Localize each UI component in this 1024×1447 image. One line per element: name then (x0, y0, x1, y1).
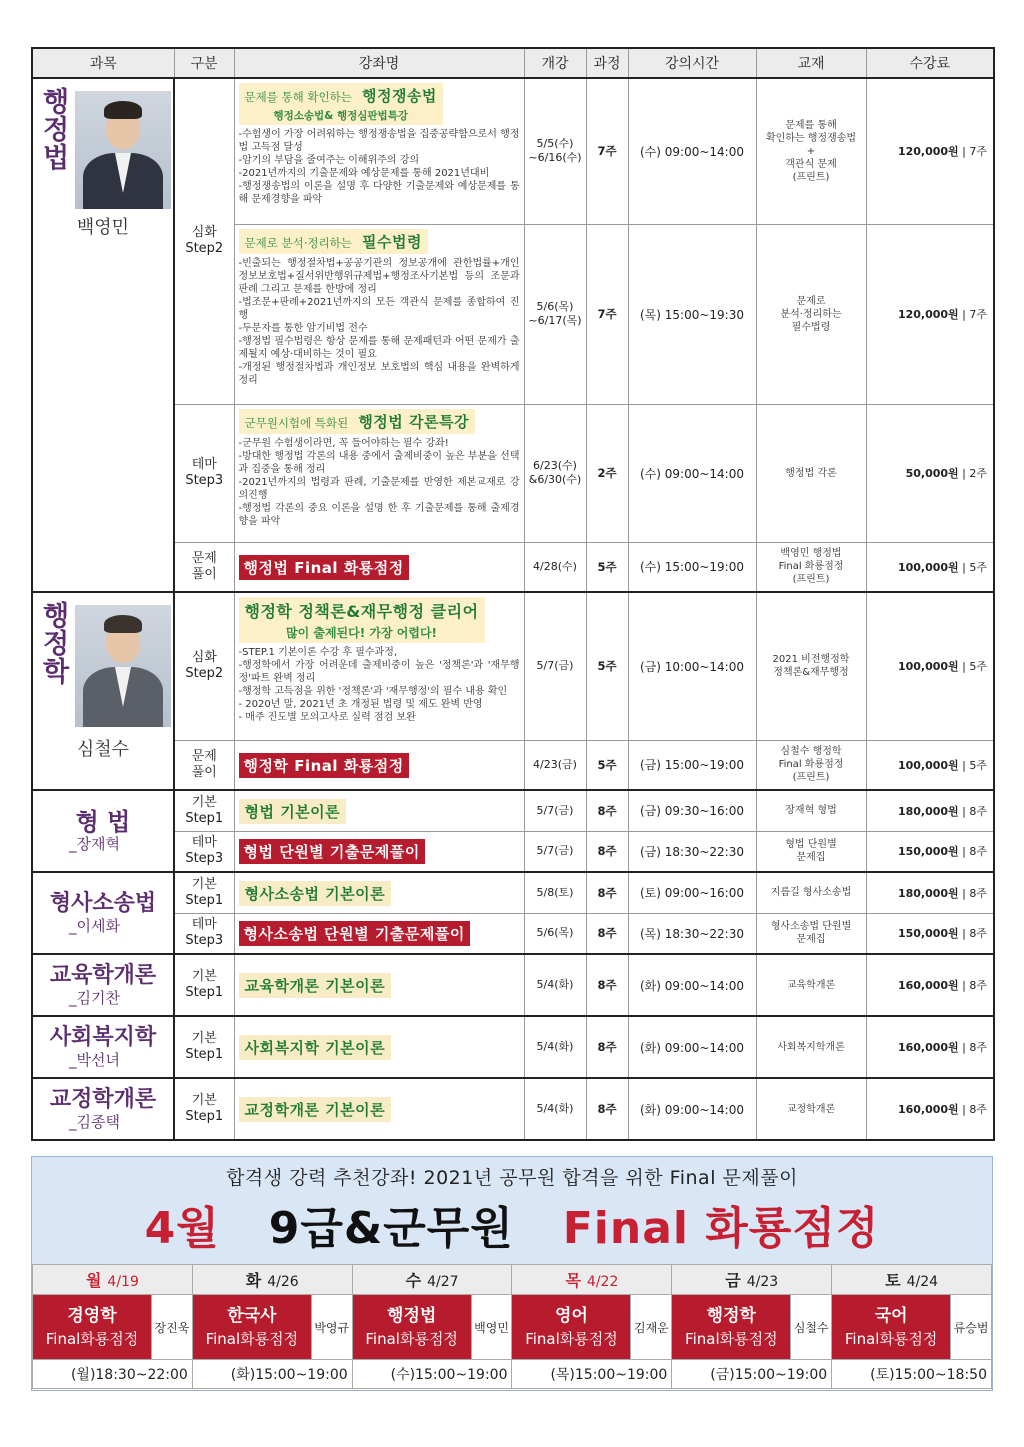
course-title-red: 형사소송법 단원별 기출문제풀이 (239, 921, 470, 946)
course-description: -수험생이 가장 어려워하는 행정쟁송법을 집중공략함으로서 행정법 고득점 달성 -암기의 부담을 줄여주는 이해위주의 강의 -2021년까지의 기출문제와 예상문제를 통해 2021년대비 -행정쟁송법의 이론을 설명 후 다양한 기출문제와 예상문제를 통해 문제경향을 파악 (238, 129, 520, 205)
lecture-time: (화) 09:00~14:00 (628, 1016, 756, 1078)
textbook: 문제를 통해 확인하는 행정쟁송법 + 객관식 문제 (프린트) (756, 78, 866, 224)
textbook: 행정법 각론 (756, 404, 866, 542)
lecture-time: (금) 15:00~19:00 (628, 740, 756, 790)
header-course-name: 강좌명 (234, 48, 524, 78)
textbook: 2021 비전행정학 정책론&재무행정 (756, 592, 866, 740)
final-lecture[interactable]: 국어 Final화룡점정 류승범 (832, 1295, 992, 1360)
final-lecture-time: (금)15:00~19:00 (672, 1360, 832, 1389)
course-title-green: 사회복지학 기본이론 (239, 1035, 392, 1060)
course-cell[interactable] (234, 78, 524, 224)
weeks: 8주 (586, 913, 628, 954)
weeks: 8주 (586, 1078, 628, 1140)
course-cell[interactable] (234, 913, 524, 954)
teacher-name: _장재혁 (69, 835, 120, 853)
weeks: 7주 (586, 224, 628, 404)
course-title-red: 행정학 Final 화룡점정 (239, 753, 409, 778)
weeks: 5주 (586, 740, 628, 790)
final-schedule (32, 1264, 992, 1389)
start-date: 5/7(금) (524, 831, 586, 872)
fee: 160,000원 | 8주 (866, 954, 994, 1016)
final-lecture[interactable]: 행정학 Final화룡점정 심철수 (672, 1295, 832, 1360)
textbook: 심철수 행정학 Final 화룡점정 (프린트) (756, 740, 866, 790)
category-cell: 기본 Step1 (174, 872, 234, 913)
table-row (32, 78, 994, 224)
fee: 120,000원 | 7주 (866, 78, 994, 224)
textbook: 백영민 행정법 Final 화룡점정 (프린트) (756, 542, 866, 592)
table-row (32, 404, 994, 542)
lecture-time: (수) 09:00~14:00 (628, 404, 756, 542)
table-row (32, 954, 994, 1016)
teacher-photo (75, 91, 171, 209)
day-header: 토 4/24 (832, 1265, 992, 1295)
course-cell[interactable] (234, 790, 524, 831)
fee: 160,000원 | 8주 (866, 1078, 994, 1140)
fee: 180,000원 | 8주 (866, 872, 994, 913)
course-title-red: 행정법 Final 화룡점정 (239, 555, 409, 580)
day-header-row (33, 1265, 992, 1295)
teacher-name: 백영민 (76, 217, 130, 238)
category-cell: 심화 Step2 (174, 78, 234, 404)
fee: 50,000원 | 2주 (866, 404, 994, 542)
category-cell: 기본 Step1 (174, 1078, 234, 1140)
final-lecture[interactable]: 경영학 Final화룡점정 장진욱 (33, 1295, 193, 1360)
lecture-time: (금) 09:30~16:00 (628, 790, 756, 831)
start-date: 5/7(금) (524, 790, 586, 831)
teacher-name: 심철수 (76, 739, 130, 760)
textbook: 지름길 형사소송법 (756, 872, 866, 913)
category-cell: 기본 Step1 (174, 1016, 234, 1078)
final-lecture-time: (토)15:00~18:50 (832, 1360, 992, 1389)
table-row (32, 1016, 994, 1078)
fee: 100,000원 | 5주 (866, 592, 994, 740)
weeks: 5주 (586, 592, 628, 740)
category-cell: 문제 풀이 (174, 542, 234, 592)
fee: 160,000원 | 8주 (866, 1016, 994, 1078)
start-date: 5/6(목) ~6/17(목) (524, 224, 586, 404)
day-header: 수 4/27 (352, 1265, 512, 1295)
table-row (32, 592, 994, 740)
subject-cell-admin-law (32, 78, 174, 592)
teacher-name: 박영규 (311, 1295, 352, 1359)
header-textbook: 교재 (756, 48, 866, 78)
fee: 150,000원 | 8주 (866, 913, 994, 954)
table-row (32, 831, 994, 872)
weeks: 8주 (586, 872, 628, 913)
day-header: 월 4/19 (33, 1265, 193, 1295)
subject-cell-social-welfare (32, 1016, 174, 1078)
textbook: 교육학개론 (756, 954, 866, 1016)
weeks: 8주 (586, 831, 628, 872)
teacher-name: 류승범 (950, 1295, 991, 1359)
banner-title: 4월 9급&군무원 Final 화룡점정 (144, 1203, 880, 1254)
course-description: -STEP.1 기본이론 수강 후 필수과정, -행정학에서 가장 어려운데 출제비중이 높은 '정책론'과 '재무행정'파트 완벽 정리 -행정학 고득점을 위한 '정책론'과 '재무행정'의 필수 내용 확인 - 2020년 말, 2021년 초 개정된 법령 및 제도 완벽 반영 - 매주 진도별 모의고사로 실력 점검 보완 (238, 647, 520, 723)
table-row (32, 1078, 994, 1140)
subject-title: 행 정 법 (42, 87, 70, 174)
subject-cell-corrections (32, 1078, 174, 1140)
header-subject: 과목 (32, 48, 174, 78)
course-title-highlight: 행정학 정책론&재무행정 클리어 많이 출제된다! 가장 어렵다! (239, 597, 485, 643)
subject-title: 사회복지학 (49, 1025, 157, 1050)
lecture-time: (수) 15:00~19:00 (628, 542, 756, 592)
lecture-time: (금) 18:30~22:30 (628, 831, 756, 872)
start-date: 5/4(화) (524, 1078, 586, 1140)
weeks: 5주 (586, 542, 628, 592)
banner-subtitle: 합격생 강력 추천강좌! 2021년 공무원 합격을 위한 Final 문제풀이 (226, 1167, 798, 1189)
lecture-time: (화) 09:00~14:00 (628, 954, 756, 1016)
day-header: 금 4/23 (672, 1265, 832, 1295)
course-title-highlight: 문제로 분석·정리하는 필수법령 (239, 229, 428, 254)
course-title-green: 형사소송법 기본이론 (239, 881, 392, 906)
category-cell: 테마 Step3 (174, 913, 234, 954)
course-cell[interactable] (234, 872, 524, 913)
course-title-green: 형법 기본이론 (239, 799, 347, 824)
table-row (32, 740, 994, 790)
weeks: 8주 (586, 1016, 628, 1078)
teacher-name: 장진욱 (151, 1295, 192, 1359)
lecture-time: (금) 10:00~14:00 (628, 592, 756, 740)
teacher-name: _김기찬 (69, 989, 120, 1007)
subject-title: 형사소송법 (49, 891, 157, 916)
fee: 120,000원 | 7주 (866, 224, 994, 404)
subject-cell-criminal-procedure (32, 872, 174, 954)
course-description: -빈출되는 행정절차법+공공기관의 정보공개에 관한법률+개인정보보호법+질서위반행위규제법+행정조사기본법 등의 조문과 판례 그리고 문제를 한방에 정리 -법조문+판례+2021년까지의 모든 객관식 문제를 종합하여 진행 -두문자를 통한 암기비법 전수 -행정법 필수법령은 항상 문제를 통해 문제패턴과 어떤 문제가 출제될지 예상·대비하는 것이 필요 -개정된 행정절차법과 개인정보 보호법의 핵심 내용을 완벽하게 정리 (238, 257, 520, 386)
textbook: 교정학개론 (756, 1078, 866, 1140)
table-row (32, 542, 994, 592)
course-title-highlight: 군무원시험에 특화된 행정법 각론특강 (239, 409, 475, 434)
course-cell[interactable] (234, 1016, 524, 1078)
teacher-photo (75, 605, 171, 727)
teacher-name: _이세화 (69, 917, 120, 935)
subject-title: 행 정 학 (42, 601, 70, 688)
header-lecture-time: 강의시간 (628, 48, 756, 78)
subject-title: 형 법 (75, 808, 131, 836)
lecture-time-row (33, 1360, 992, 1389)
teacher-name: _박선녀 (69, 1051, 120, 1069)
header-category: 구분 (174, 48, 234, 78)
table-header (32, 48, 994, 78)
start-date: 5/5(수) ~6/16(수) (524, 78, 586, 224)
course-title-red: 형법 단원별 기출문제풀이 (239, 839, 425, 864)
table-row (32, 790, 994, 831)
course-description: -군무원 수험생이라면, 꼭 들어야하는 필수 강좌! -방대한 행정법 각론의 내용 중에서 출제비중이 높은 부분을 선택과 집중을 통해 정리 -2021년까지의 법령과 판례, 기출문제를 반영한 제본교재로 강의진행 -행정법 각론의 중요 이론을 설명 한 후 기출문제를 통해 출제경향을 파악 (238, 437, 520, 527)
start-date: 6/23(수) &6/30(수) (524, 404, 586, 542)
category-cell: 문제 풀이 (174, 740, 234, 790)
lecture-time: (화) 09:00~14:00 (628, 1078, 756, 1140)
start-date: 4/28(수) (524, 542, 586, 592)
subject-cell-education (32, 954, 174, 1016)
start-date: 4/23(금) (524, 740, 586, 790)
start-date: 5/4(화) (524, 954, 586, 1016)
category-cell: 기본 Step1 (174, 790, 234, 831)
textbook: 장재혁 형법 (756, 790, 866, 831)
teacher-name: 김재운 (630, 1295, 671, 1359)
final-lecture[interactable]: 영어 Final화룡점정 김재운 (512, 1295, 672, 1360)
final-lecture[interactable]: 행정법 Final화룡점정 백영민 (352, 1295, 512, 1360)
lecture-schedule-table (31, 47, 995, 1141)
lecture-time: (토) 09:00~16:00 (628, 872, 756, 913)
fee: 150,000원 | 8주 (866, 831, 994, 872)
start-date: 5/6(목) (524, 913, 586, 954)
textbook: 형사소송법 단원별 문제집 (756, 913, 866, 954)
fee: 100,000원 | 5주 (866, 740, 994, 790)
subject-cell-admin-science (32, 592, 174, 790)
course-title-highlight: 문제를 통해 확인하는 행정쟁송법 행정소송법& 행정심판법특강 (239, 83, 443, 125)
final-lecture-time: (화)15:00~19:00 (192, 1360, 352, 1389)
course-cell[interactable] (234, 404, 524, 542)
teacher-name: _김종택 (69, 1113, 120, 1131)
lecture-row (33, 1295, 992, 1360)
header-weeks: 과정 (586, 48, 628, 78)
course-cell[interactable] (234, 740, 524, 790)
course-cell[interactable] (234, 954, 524, 1016)
textbook: 사회복지학개론 (756, 1016, 866, 1078)
course-title-green: 교정학개론 기본이론 (239, 1097, 392, 1122)
start-date: 5/4(화) (524, 1016, 586, 1078)
table-row (32, 872, 994, 913)
lecture-time: (목) 15:00~19:30 (628, 224, 756, 404)
table-row (32, 913, 994, 954)
course-cell[interactable] (234, 831, 524, 872)
textbook: 문제로 분석·정리하는 필수법령 (756, 224, 866, 404)
final-lecture-time: (목)15:00~19:00 (512, 1360, 672, 1389)
lecture-time: (목) 18:30~22:30 (628, 913, 756, 954)
category-cell: 테마 Step3 (174, 404, 234, 542)
day-header: 목 4/22 (512, 1265, 672, 1295)
header-fee: 수강료 (866, 48, 994, 78)
weeks: 2주 (586, 404, 628, 542)
subject-cell-criminal-law (32, 790, 174, 872)
fee: 100,000원 | 5주 (866, 542, 994, 592)
header-start-date: 개강 (524, 48, 586, 78)
category-cell: 심화 Step2 (174, 592, 234, 740)
course-cell[interactable] (234, 542, 524, 592)
weeks: 8주 (586, 790, 628, 831)
course-title-green: 교육학개론 기본이론 (239, 973, 392, 998)
banner-header (32, 1157, 992, 1264)
category-cell: 테마 Step3 (174, 831, 234, 872)
subject-title: 교정학개론 (49, 1087, 157, 1112)
teacher-name: 심철수 (790, 1295, 831, 1359)
final-banner (31, 1156, 993, 1391)
lecture-time: (수) 09:00~14:00 (628, 78, 756, 224)
teacher-name: 백영민 (471, 1295, 512, 1359)
start-date: 5/7(금) (524, 592, 586, 740)
weeks: 7주 (586, 78, 628, 224)
fee: 180,000원 | 8주 (866, 790, 994, 831)
category-cell: 기본 Step1 (174, 954, 234, 1016)
final-lecture[interactable]: 한국사 Final화룡점정 박영규 (192, 1295, 352, 1360)
subject-title: 교육학개론 (49, 963, 157, 988)
weeks: 8주 (586, 954, 628, 1016)
course-cell[interactable] (234, 1078, 524, 1140)
start-date: 5/8(토) (524, 872, 586, 913)
day-header: 화 4/26 (192, 1265, 352, 1295)
final-lecture-time: (수)15:00~19:00 (352, 1360, 512, 1389)
course-cell[interactable] (234, 224, 524, 404)
course-cell[interactable] (234, 592, 524, 740)
textbook: 형법 단원별 문제집 (756, 831, 866, 872)
final-lecture-time: (월)18:30~22:00 (33, 1360, 193, 1389)
